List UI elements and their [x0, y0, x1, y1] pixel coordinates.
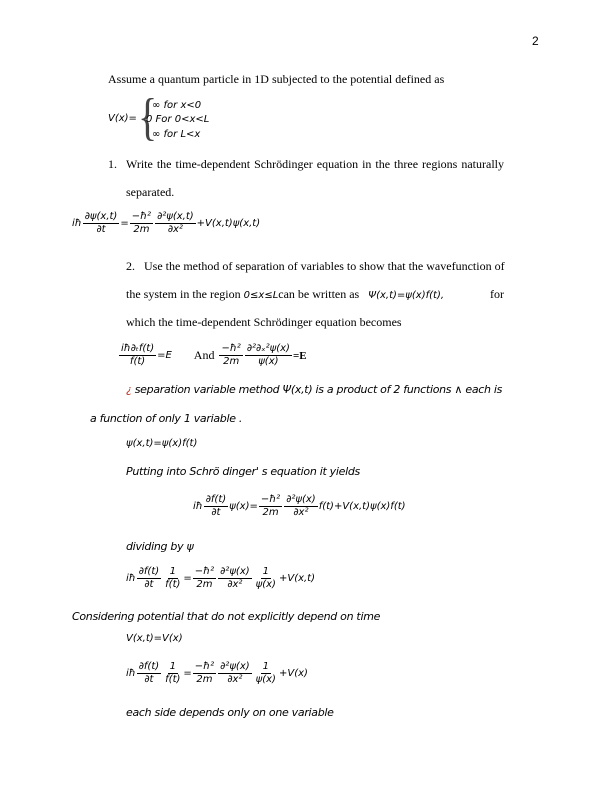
eq5-den: ∂t [144, 674, 154, 685]
eq5-d-num: ∂²ψ(x) [220, 661, 250, 672]
eq2-a-den: f(t) [129, 356, 146, 367]
eq5-two-den: ψ(x) [255, 674, 276, 685]
eq5-d-den: ∂x² [227, 674, 243, 685]
potential-case-1: ∞ for x<0 [152, 100, 202, 111]
eq5-c-den: 2m [196, 674, 213, 685]
eq1-equals: = [120, 218, 129, 229]
eq4-equals: = [183, 573, 192, 584]
eq1-time-derivative [83, 211, 120, 236]
brace-symbol: { [138, 87, 158, 146]
eq4-c-den: 2m [196, 579, 213, 590]
eq5-time-derivative [137, 661, 161, 686]
eq5-inverse-psi [254, 661, 278, 686]
eq4-prefix: iħ [126, 573, 136, 584]
eq3-time-derivative [204, 494, 228, 519]
eq2-time-part [119, 343, 156, 368]
eq5-equals: = [183, 668, 192, 679]
eq5-one-den: f(t) [165, 674, 181, 685]
eq5-space-derivative [218, 661, 252, 686]
eq5-prefix: iħ [126, 668, 136, 679]
separation-line-1 [126, 383, 502, 396]
question-2-line-1: Use the method of separation of variables to show that the wavefunction of [144, 259, 505, 273]
eq2-coefficient [219, 343, 242, 368]
dividing-text: dividing by ψ [126, 540, 194, 553]
eq5-rest: +V(x) [278, 668, 308, 679]
eq3-prefix: iħ [193, 501, 203, 512]
eq3-mid: ψ(x)= [229, 501, 258, 512]
eq4-two-den: ψ(x) [255, 579, 276, 590]
q2-text-b: can be written as [278, 287, 360, 301]
eq4-space-derivative [218, 566, 252, 591]
eq3-rest: f(t)+V(x,t)ψ(x)f(t) [318, 501, 406, 512]
eq1-c-den: 2m [133, 224, 150, 235]
equation-separated [118, 343, 307, 368]
question-2-line-3: which the time-dependent Schrödinger equation becomes [126, 315, 402, 329]
intro-text: Assume a quantum particle in 1D subjected to the potential defined as [108, 72, 445, 86]
eq3-c-den: 2m [262, 507, 279, 518]
q2-text-c: for [490, 287, 504, 301]
eq2-b-den: ψ(x) [258, 356, 279, 367]
eq3-coefficient [259, 494, 282, 519]
eq2-space-part [245, 343, 292, 368]
eq5-two-num: 1 [262, 661, 269, 672]
eq4-rest: +V(x,t) [278, 573, 316, 584]
eq4-one-den: f(t) [165, 579, 181, 590]
eq4-d-num: ∂²ψ(x) [220, 566, 250, 577]
separation-line-2: a function of only 1 variable . [90, 412, 243, 425]
eq4-two-num: 1 [262, 566, 269, 577]
eq2-b-rhs: =E [292, 349, 307, 362]
question-1-line-1: Write the time-dependent Schrödinger equation in the three regions naturally [126, 157, 504, 171]
eq1-prefix: iħ [72, 218, 82, 229]
marker-glyph: ¿ [126, 383, 132, 396]
eq1-num: ∂ψ(x,t) [84, 211, 118, 222]
eq5-c-num: −ħ² [194, 661, 215, 672]
eq4-one-num: 1 [169, 566, 176, 577]
eq2-c-num: −ħ² [221, 343, 241, 354]
eq2-b-num: ∂²∂ₓ²ψ(x) [246, 343, 290, 354]
q2-wavefunction-form: Ψ(x,t)=ψ(x)f(t), [368, 290, 445, 301]
question-1-line-2: separated. [126, 185, 175, 199]
putting-text: Putting into Schrö dinger' s equation it yields [126, 465, 360, 478]
eq4-inverse-f [163, 566, 182, 591]
equation-divided [126, 566, 315, 591]
question-1-number: 1. [108, 157, 117, 171]
eq2-c-den: 2m [223, 356, 240, 367]
eq1-c-num: −ħ² [131, 211, 152, 222]
equation-tdse [72, 211, 260, 236]
eq1-d-den: ∂x² [167, 224, 183, 235]
eq5-inverse-f [163, 661, 182, 686]
considering-text: Considering potential that do not explicitly depend on time [72, 610, 381, 623]
eq2-a-num: iħ∂ₜf(t) [121, 343, 155, 354]
eq2-a-rhs: =E [157, 350, 172, 361]
q2-region: 0≤x≤L [243, 290, 279, 301]
question-2-line-2 [126, 287, 444, 302]
eq3-c-num: −ħ² [260, 494, 281, 505]
eq3-num: ∂f(t) [205, 494, 227, 505]
eq3-space-derivative [284, 494, 318, 519]
equation-substituted [193, 494, 406, 519]
eq4-c-num: −ħ² [194, 566, 215, 577]
eq1-space-derivative [155, 211, 196, 236]
page-number: 2 [532, 34, 539, 48]
equation-time-independent-potential [126, 661, 308, 686]
eq4-time-derivative [137, 566, 161, 591]
eq4-num: ∂f(t) [138, 566, 160, 577]
eq5-num: ∂f(t) [138, 661, 160, 672]
eq1-d-num: ∂²ψ(x,t) [157, 211, 194, 222]
eq5-coefficient [193, 661, 216, 686]
eq4-den: ∂t [144, 579, 154, 590]
potential-time-independent: V(x,t)=V(x) [126, 633, 183, 644]
potential-case-2: 0 For 0<x<L [146, 114, 210, 125]
q2-text-a: the system in the region [126, 287, 241, 301]
eq4-d-den: ∂x² [227, 579, 243, 590]
eq3-d-den: ∂x² [293, 507, 309, 518]
potential-case-3: ∞ for L<x [152, 129, 201, 140]
eq2-and: And [193, 348, 215, 362]
product-form: ψ(x,t)=ψ(x)f(t) [126, 438, 198, 449]
eq1-potential-term: +V(x,t)ψ(x,t) [196, 218, 261, 229]
question-2-number: 2. [126, 259, 135, 273]
eq4-inverse-psi [254, 566, 278, 591]
eq1-den: ∂t [96, 224, 106, 235]
potential-lhs: V(x)= [108, 113, 137, 124]
eq3-den: ∂t [211, 507, 221, 518]
eq1-coefficient [130, 211, 153, 236]
each-side-text: each side depends only on one variable [126, 706, 334, 719]
eq4-coefficient [193, 566, 216, 591]
eq3-d-num: ∂²ψ(x) [286, 494, 316, 505]
separation-text-1: separation variable method Ψ(x,t) is a product of 2 functions ∧ each is [134, 383, 503, 396]
eq5-one-num: 1 [169, 661, 176, 672]
